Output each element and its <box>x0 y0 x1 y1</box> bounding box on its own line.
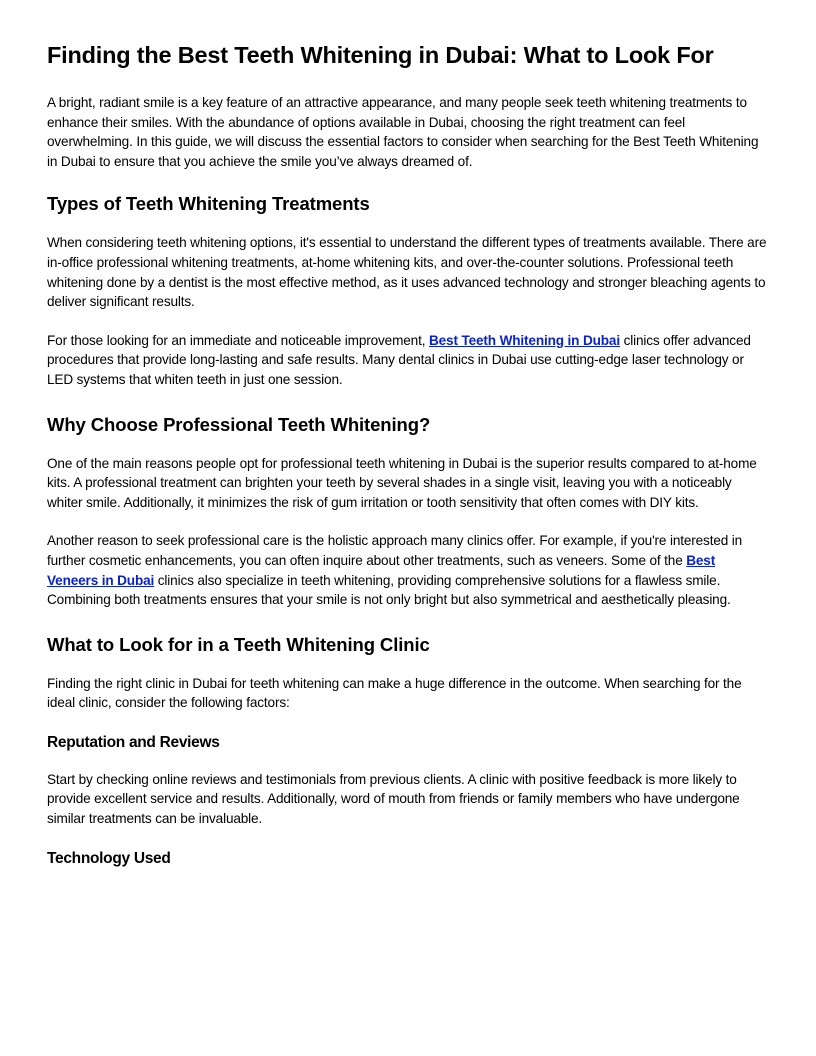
types-paragraph-1: When considering teeth whitening options, it's essential to understand the different types of treatments available. There are in-office professional whitening treatments, at-home whitening kits, and over-the-counter solutions. Professional teeth whitening done by a dentist is the most effective method, as it uses advanced technology and stronger bleaching agents to deliver significant results. <box>47 235 767 310</box>
article-body <box>47 38 767 886</box>
section-heading-types: Types of Teeth Whitening Treatments <box>47 193 370 215</box>
reputation-paragraph: Start by checking online reviews and testimonials from previous clients. A clinic with positive feedback is more likely to provide excellent service and results. Additionally, word of mouth from friends or family members who have undergone similar treatments can be invaluable. <box>47 771 740 827</box>
why-paragraph-2-after: clinics also specialize in teeth whitening, providing comprehensive solutions for a flawless smile. Combining both treatments ensures that your smile is not only bright but also symmetrical and aesthetically pleasing. <box>47 572 731 608</box>
intro-paragraph: A bright, radiant smile is a key feature of an attractive appearance, and many people seek teeth whitening treatments to enhance their smiles. With the abundance of options available in Dubai, choosing the right treatment can feel overwhelming. In this guide, we will discuss the essential factors to consider when searching for the Best Teeth Whitening in Dubai to ensure that you achieve the smile you’ve always dreamed of. <box>47 95 759 169</box>
types-paragraph-2-after: clinics offer advanced procedures that provide long-lasting and safe results. Many dental clinics in Dubai use cutting-edge laser technology or LED systems that whiten teeth in just one session. <box>47 332 751 387</box>
section-heading-what-to-look-for: What to Look for in a Teeth Whitening Clinic <box>47 633 430 655</box>
types-paragraph-2-before: For those looking for an immediate and noticeable improvement, <box>47 332 429 348</box>
best-veneers-link[interactable]: Best Veneers in Dubai <box>47 552 716 588</box>
section-heading-why-professional: Why Choose Professional Teeth Whitening? <box>47 413 431 435</box>
subheading-technology-used: Technology Used <box>47 849 171 867</box>
why-paragraph-2 <box>47 531 767 609</box>
types-paragraph-2 <box>47 331 767 390</box>
best-teeth-whitening-link[interactable]: Best Teeth Whitening in Dubai <box>428 332 620 348</box>
why-paragraph-1: One of the main reasons people opt for professional teeth whitening in Dubai is the superior results compared to at-home kits. A professional treatment can brighten your teeth by several shades in a single visit, leaving you with a noticeably whiter smile. Additionally, it minimizes the risk of gum irritation or tooth sensitivity that often comes with DIY kits. <box>47 455 757 510</box>
look-for-paragraph-1: Finding the right clinic in Dubai for teeth whitening can make a huge difference in the outcome. When searching for the ideal clinic, consider the following factors: <box>47 675 742 711</box>
subheading-reputation-reviews: Reputation and Reviews <box>47 733 220 751</box>
why-paragraph-2-before: Another reason to seek professional care is the holistic approach many clinics offer. For example, if you're interested in further cosmetic enhancements, you can often inquire about other treatments, such as veneers. Some of the <box>47 533 743 568</box>
page-title: Finding the Best Teeth Whitening in Dubai: What to Look For <box>47 42 714 68</box>
